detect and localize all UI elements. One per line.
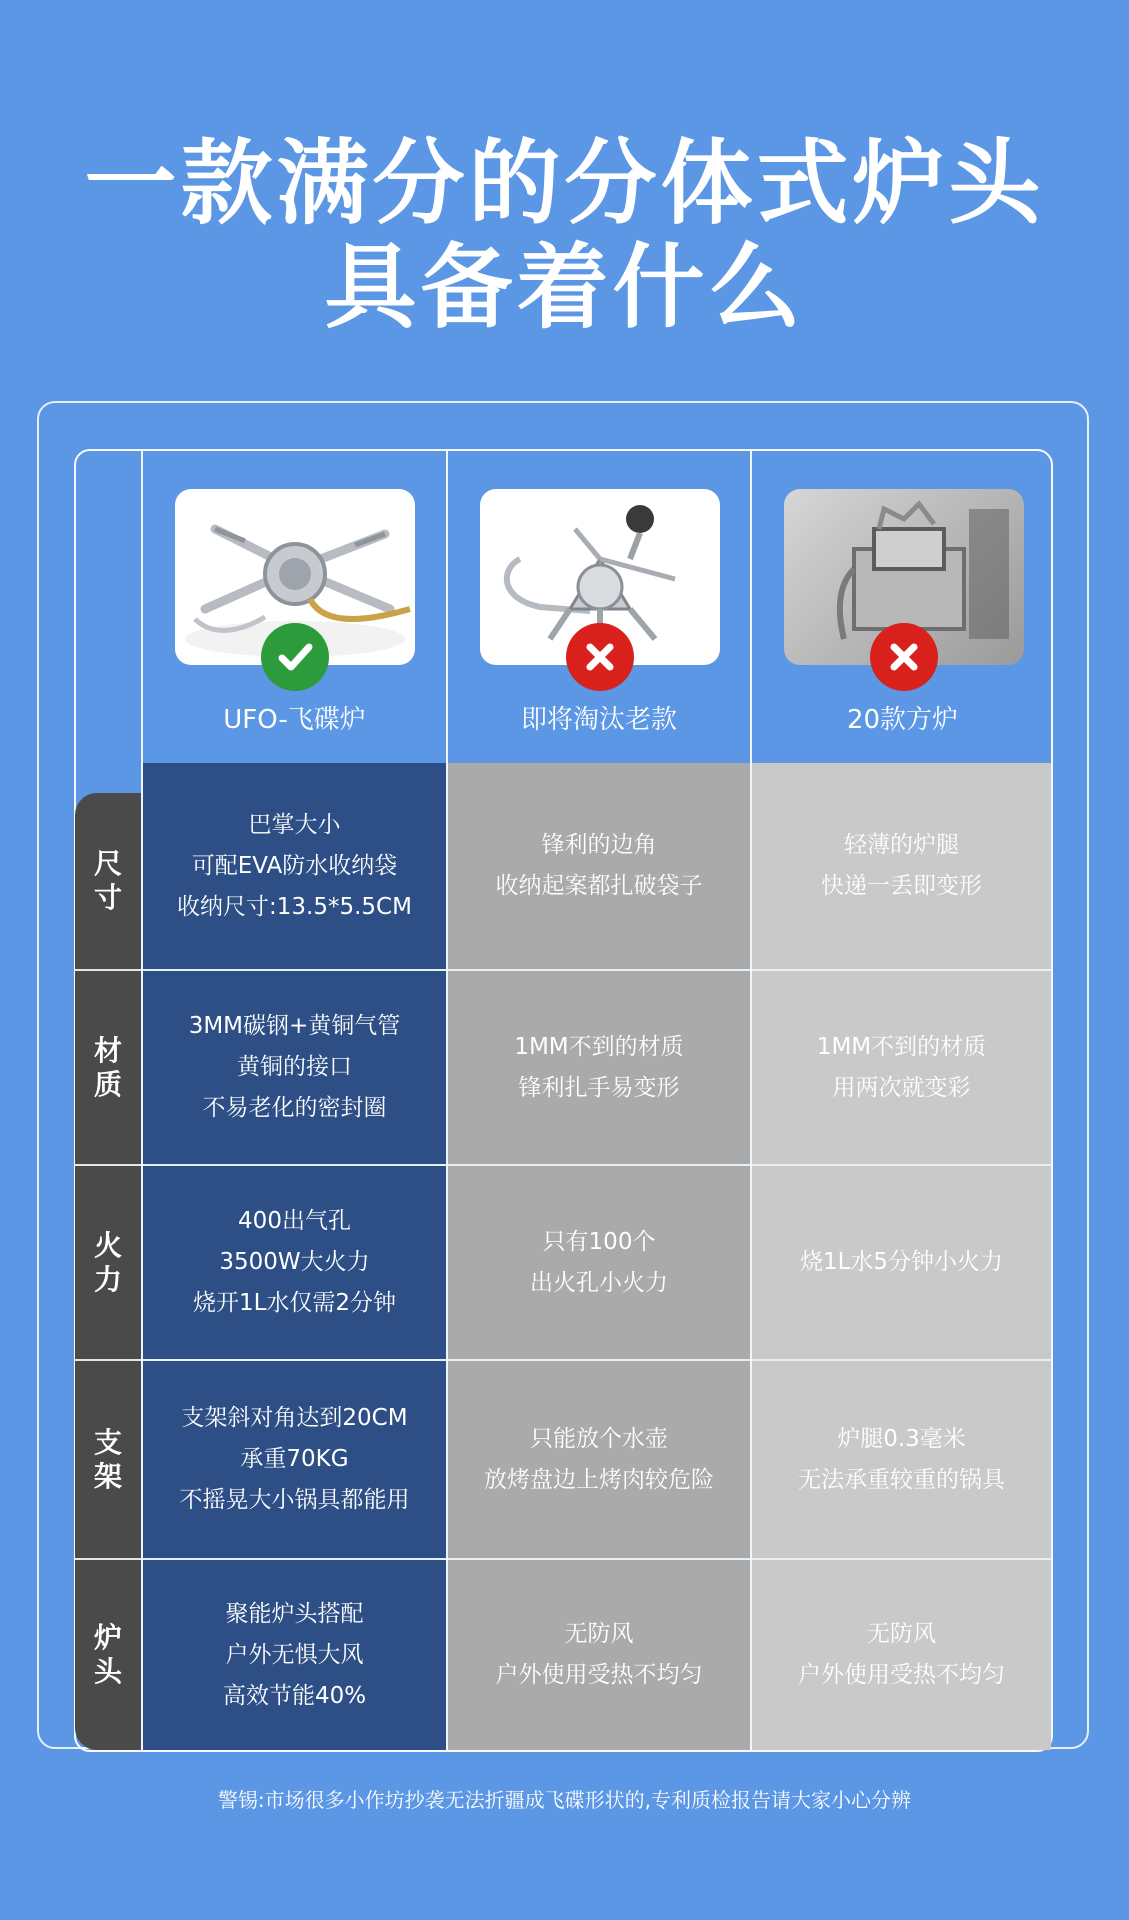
row-label-char: 炉: [93, 1621, 122, 1654]
cell-line: 无法承重较重的锅具: [798, 1466, 1005, 1493]
cell-line: 400出气孔: [238, 1208, 351, 1234]
cell-line: 黄铜的接口: [237, 1054, 352, 1080]
row-label-burner: [75, 1560, 141, 1750]
row-label-char: 材: [93, 1033, 122, 1067]
product-name: UFO-飞碟炉: [223, 705, 366, 735]
row-label-stand: [75, 1361, 141, 1558]
cell-square-size: [752, 763, 1051, 969]
row-label-char: 尺: [93, 847, 122, 880]
cell-line: 只有100个: [542, 1228, 656, 1255]
cell-square-stand: [752, 1361, 1051, 1558]
product-name: 20款方炉: [846, 705, 959, 735]
footer-warning: 警锡:市场很多小作坊抄袭无法折疆成飞碟形状的,专利质检报告请大家小心分辨: [217, 1788, 912, 1812]
x-icon: [870, 623, 938, 691]
cell-old-stand: [448, 1361, 750, 1558]
title-line-2: 具备着什么: [324, 234, 805, 341]
cell-old-material: [448, 971, 750, 1164]
row-label-char: 寸: [93, 881, 122, 914]
row-label-firepower: [75, 1166, 141, 1359]
cell-line: 户外使用受热不均匀: [495, 1662, 703, 1688]
cell-line: 户外无惧大风: [225, 1641, 364, 1668]
cell-line: 快递一丢即变形: [821, 873, 982, 899]
cell-line: 不易老化的密封圈: [202, 1095, 387, 1121]
cell-line: 出火孔小火力: [530, 1269, 668, 1296]
cell-old-firepower: [448, 1166, 750, 1359]
check-icon: [261, 623, 329, 691]
row-label-char: 架: [93, 1459, 122, 1493]
cell-old-size: [448, 763, 750, 969]
cell-old-burner: [448, 1560, 750, 1750]
row-divider: [75, 1164, 1051, 1166]
row-label-size: [75, 793, 141, 969]
column-divider: [446, 763, 448, 1750]
row-label-char: 支: [93, 1425, 122, 1459]
page-title: [0, 132, 1129, 340]
cell-line: 承重70KG: [240, 1446, 349, 1472]
cell-line: 无防风: [867, 1621, 936, 1647]
product-header-old: [448, 451, 750, 763]
cell-square-firepower: [752, 1166, 1051, 1359]
cell-ufo-firepower: [143, 1166, 446, 1359]
row-label-char: 火: [93, 1228, 122, 1262]
cell-line: 烧开1L水仅需2分钟: [192, 1290, 397, 1316]
cell-line: 1MM不到的材质: [514, 1033, 684, 1060]
x-icon: [566, 623, 634, 691]
column-divider: [750, 763, 752, 1750]
cell-line: 轻薄的炉腿: [844, 832, 959, 858]
cell-square-burner: [752, 1560, 1051, 1750]
cell-line: 收纳尺寸:13.5*5.5CM: [177, 893, 412, 920]
cell-line: 锋利扎手易变形: [518, 1074, 680, 1101]
cell-line: 1MM不到的材质: [816, 1033, 987, 1060]
row-label-char: 质: [93, 1067, 122, 1101]
row-label-char: 力: [93, 1262, 122, 1296]
cell-line: 3MM碳钢+黄铜气管: [188, 1013, 401, 1039]
cell-line: 锋利的边角: [541, 832, 657, 858]
cell-line: 户外使用受热不均匀: [798, 1662, 1005, 1688]
row-divider: [75, 1359, 1051, 1361]
row-divider: [75, 1558, 1051, 1560]
cell-ufo-material: [143, 971, 446, 1164]
cell-line: 聚能炉头搭配: [225, 1600, 364, 1627]
cell-line: 3500W大火力: [219, 1249, 370, 1275]
cell-line: 烧1L水5分钟小火力: [799, 1249, 1004, 1275]
row-label-char: 头: [93, 1655, 122, 1688]
product-header-ufo: [143, 451, 446, 763]
cell-line: 高效节能40%: [222, 1682, 367, 1709]
cell-line: 只能放个水壶: [530, 1425, 668, 1452]
title-line-1: 一款满分的分体式炉头: [84, 130, 1045, 237]
cell-ufo-stand: [143, 1361, 446, 1558]
cell-line: 不摇晃大小锅具都能用: [179, 1487, 410, 1513]
row-divider: [75, 969, 1051, 971]
product-header-square: [752, 451, 1053, 763]
product-name: 即将淘汰老款: [520, 705, 677, 735]
cell-line: 用两次就变彩: [832, 1074, 971, 1101]
cell-line: 巴掌大小: [248, 811, 341, 838]
cell-ufo-size: [143, 763, 446, 969]
row-label-material: [75, 971, 141, 1164]
cell-line: 可配EVA防水收纳袋: [191, 852, 398, 879]
cell-square-material: [752, 971, 1051, 1164]
cell-line: 炉腿0.3毫米: [837, 1425, 966, 1452]
cell-line: 放烤盘边上烤肉较危险: [484, 1466, 714, 1493]
cell-line: 支架斜对角达到20CM: [181, 1405, 408, 1431]
cell-ufo-burner: [143, 1560, 446, 1750]
cell-line: 收纳起案都扎破袋子: [495, 873, 703, 899]
cell-line: 无防风: [564, 1621, 634, 1647]
